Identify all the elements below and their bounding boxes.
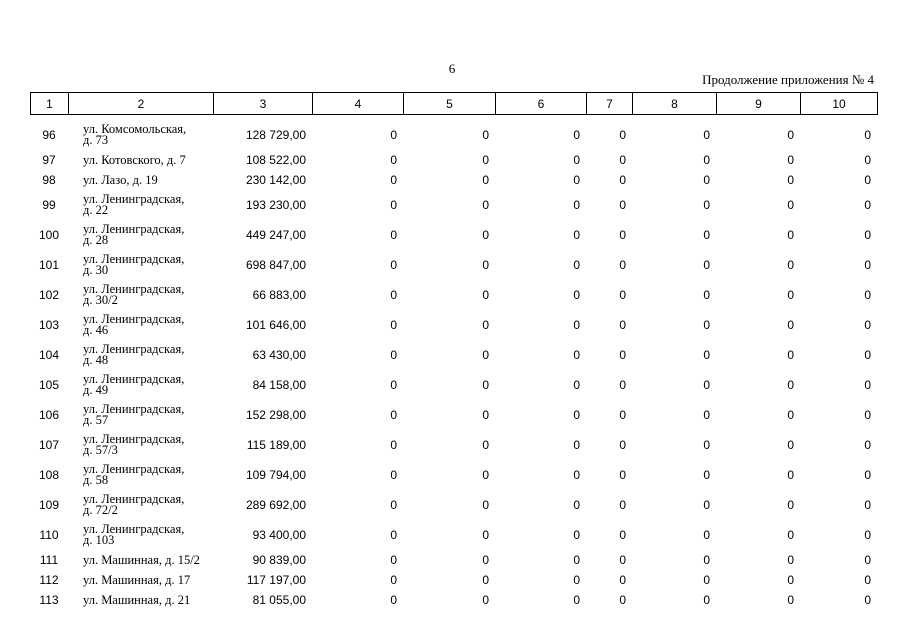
- value-cell-c4: 0: [390, 228, 397, 242]
- value-cell-c3: 193 230,00: [245, 198, 306, 212]
- value-cell-c9: 0: [787, 128, 794, 142]
- value-cell-c8: 0: [703, 348, 710, 362]
- address-cell: ул. Комсомольская, д. 73: [83, 122, 187, 147]
- value-cell-c9: 0: [787, 408, 794, 422]
- value-cell-c10: 0: [864, 498, 871, 512]
- value-cell-c7: 0: [619, 288, 626, 302]
- value-cell-c9: 0: [787, 153, 794, 167]
- value-cell-c4: 0: [390, 528, 397, 542]
- value-cell-c8: 0: [703, 528, 710, 542]
- value-cell-c10: 0: [864, 318, 871, 332]
- value-cell-c4: 0: [390, 153, 397, 167]
- value-cell-c10: 0: [864, 593, 871, 607]
- value-cell-c6: 0: [573, 228, 580, 242]
- row-number-cell: 101: [38, 258, 60, 272]
- value-cell-c6: 0: [573, 153, 580, 167]
- address-cell: ул. Ленинградская, д. 103: [83, 522, 185, 547]
- table-row: [30, 550, 877, 570]
- value-cell-c6: 0: [573, 378, 580, 392]
- value-cell-c7: 0: [619, 348, 626, 362]
- value-cell-c7: 0: [619, 258, 626, 272]
- address-cell: ул. Машинная, д. 17: [83, 572, 191, 587]
- table-row: [30, 460, 877, 490]
- column-header: 10: [801, 93, 878, 115]
- address-cell: ул. Ленинградская, д. 22: [83, 192, 185, 217]
- value-cell-c9: 0: [787, 468, 794, 482]
- value-cell-c5: 0: [482, 378, 489, 392]
- value-cell-c7: 0: [619, 468, 626, 482]
- value-cell-c10: 0: [864, 173, 871, 187]
- row-number-cell: 105: [38, 378, 60, 392]
- value-cell-c8: 0: [703, 258, 710, 272]
- value-cell-c5: 0: [482, 288, 489, 302]
- table-row: [30, 190, 877, 220]
- column-header-table: [30, 92, 878, 115]
- value-cell-c4: 0: [390, 318, 397, 332]
- value-cell-c10: 0: [864, 438, 871, 452]
- value-cell-c9: 0: [787, 528, 794, 542]
- value-cell-c10: 0: [864, 198, 871, 212]
- value-cell-c10: 0: [864, 228, 871, 242]
- value-cell-c8: 0: [703, 573, 710, 587]
- value-cell-c10: 0: [864, 153, 871, 167]
- value-cell-c3: 698 847,00: [245, 258, 306, 272]
- value-cell-c3: 66 883,00: [252, 288, 306, 302]
- value-cell-c4: 0: [390, 553, 397, 567]
- value-cell-c9: 0: [787, 498, 794, 512]
- value-cell-c6: 0: [573, 258, 580, 272]
- row-number-cell: 108: [38, 468, 60, 482]
- value-cell-c9: 0: [787, 378, 794, 392]
- value-cell-c7: 0: [619, 128, 626, 142]
- value-cell-c10: 0: [864, 553, 871, 567]
- table-row: [30, 370, 877, 400]
- value-cell-c8: 0: [703, 153, 710, 167]
- value-cell-c8: 0: [703, 128, 710, 142]
- value-cell-c3: 108 522,00: [245, 153, 306, 167]
- value-cell-c4: 0: [390, 198, 397, 212]
- value-cell-c6: 0: [573, 198, 580, 212]
- value-cell-c9: 0: [787, 593, 794, 607]
- column-header: 7: [587, 93, 633, 115]
- value-cell-c7: 0: [619, 408, 626, 422]
- value-cell-c4: 0: [390, 348, 397, 362]
- value-cell-c8: 0: [703, 553, 710, 567]
- value-cell-c3: 117 197,00: [246, 573, 306, 587]
- address-cell: ул. Ленинградская, д. 48: [83, 342, 185, 367]
- value-cell-c9: 0: [787, 198, 794, 212]
- value-cell-c6: 0: [573, 288, 580, 302]
- table-row: [30, 150, 877, 170]
- value-cell-c3: 128 729,00: [245, 128, 306, 142]
- value-cell-c5: 0: [482, 528, 489, 542]
- value-cell-c10: 0: [864, 468, 871, 482]
- value-cell-c6: 0: [573, 593, 580, 607]
- row-number-cell: 113: [39, 593, 59, 607]
- value-cell-c10: 0: [864, 528, 871, 542]
- value-cell-c5: 0: [482, 153, 489, 167]
- row-number-cell: 107: [38, 438, 60, 452]
- value-cell-c7: 0: [619, 553, 626, 567]
- value-cell-c7: 0: [619, 378, 626, 392]
- row-number-cell: 106: [38, 408, 60, 422]
- row-number-cell: 109: [38, 498, 60, 512]
- value-cell-c7: 0: [619, 228, 626, 242]
- value-cell-c3: 289 692,00: [245, 498, 306, 512]
- value-cell-c5: 0: [482, 553, 489, 567]
- value-cell-c8: 0: [703, 288, 710, 302]
- value-cell-c3: 152 298,00: [245, 408, 306, 422]
- data-table: [30, 120, 877, 610]
- table-row: [30, 220, 877, 250]
- value-cell-c7: 0: [619, 173, 626, 187]
- table-row: [30, 400, 877, 430]
- value-cell-c10: 0: [864, 378, 871, 392]
- value-cell-c8: 0: [703, 198, 710, 212]
- value-cell-c3: 101 646,00: [245, 318, 306, 332]
- table-row: [30, 570, 877, 590]
- table-row: [30, 120, 877, 150]
- column-header-row: [31, 93, 878, 115]
- value-cell-c8: 0: [703, 378, 710, 392]
- value-cell-c4: 0: [390, 593, 397, 607]
- continuation-label: Продолжение приложения № 4: [702, 72, 874, 87]
- value-cell-c10: 0: [864, 573, 871, 587]
- value-cell-c10: 0: [864, 288, 871, 302]
- column-header: 8: [633, 93, 717, 115]
- value-cell-c5: 0: [482, 438, 489, 452]
- value-cell-c7: 0: [619, 593, 626, 607]
- value-cell-c7: 0: [619, 318, 626, 332]
- value-cell-c3: 115 189,00: [246, 438, 306, 452]
- value-cell-c7: 0: [619, 498, 626, 512]
- value-cell-c10: 0: [864, 128, 871, 142]
- row-number-cell: 96: [42, 128, 56, 142]
- column-header: 2: [69, 93, 214, 115]
- address-cell: ул. Ленинградская, д. 30/2: [83, 282, 185, 307]
- address-cell: ул. Ленинградская, д. 46: [83, 312, 185, 337]
- value-cell-c9: 0: [787, 173, 794, 187]
- value-cell-c9: 0: [787, 553, 794, 567]
- value-cell-c4: 0: [390, 408, 397, 422]
- value-cell-c3: 84 158,00: [252, 378, 306, 392]
- value-cell-c7: 0: [619, 528, 626, 542]
- value-cell-c6: 0: [573, 408, 580, 422]
- column-header: 6: [496, 93, 587, 115]
- value-cell-c9: 0: [787, 348, 794, 362]
- value-cell-c5: 0: [482, 198, 489, 212]
- value-cell-c4: 0: [390, 258, 397, 272]
- value-cell-c6: 0: [573, 318, 580, 332]
- value-cell-c10: 0: [864, 258, 871, 272]
- value-cell-c5: 0: [482, 173, 489, 187]
- value-cell-c7: 0: [619, 153, 626, 167]
- value-cell-c5: 0: [482, 348, 489, 362]
- value-cell-c7: 0: [619, 438, 626, 452]
- row-number-cell: 99: [42, 198, 56, 212]
- table-row: [30, 310, 877, 340]
- address-cell: ул. Ленинградская, д. 72/2: [83, 492, 185, 517]
- value-cell-c3: 81 055,00: [252, 593, 306, 607]
- column-header: 3: [214, 93, 313, 115]
- value-cell-c9: 0: [787, 438, 794, 452]
- value-cell-c3: 449 247,00: [245, 228, 306, 242]
- value-cell-c6: 0: [573, 528, 580, 542]
- value-cell-c6: 0: [573, 498, 580, 512]
- table-row: [30, 340, 877, 370]
- row-number-cell: 104: [38, 348, 60, 362]
- value-cell-c6: 0: [573, 348, 580, 362]
- value-cell-c3: 93 400,00: [252, 528, 306, 542]
- table-row: [30, 590, 877, 610]
- value-cell-c4: 0: [390, 438, 397, 452]
- address-cell: ул. Ленинградская, д. 30: [83, 252, 185, 277]
- row-number-cell: 100: [38, 228, 60, 242]
- value-cell-c3: 230 142,00: [245, 173, 306, 187]
- column-header: 1: [31, 93, 69, 115]
- value-cell-c6: 0: [573, 128, 580, 142]
- column-header: 4: [313, 93, 404, 115]
- value-cell-c6: 0: [573, 173, 580, 187]
- value-cell-c7: 0: [619, 198, 626, 212]
- value-cell-c5: 0: [482, 228, 489, 242]
- value-cell-c5: 0: [482, 258, 489, 272]
- address-cell: ул. Котовского, д. 7: [83, 152, 186, 167]
- table-body: [30, 120, 877, 610]
- value-cell-c4: 0: [390, 128, 397, 142]
- value-cell-c8: 0: [703, 318, 710, 332]
- value-cell-c8: 0: [703, 228, 710, 242]
- value-cell-c6: 0: [573, 468, 580, 482]
- row-number-cell: 110: [39, 528, 59, 542]
- table-row: [30, 170, 877, 190]
- value-cell-c4: 0: [390, 173, 397, 187]
- value-cell-c8: 0: [703, 438, 710, 452]
- value-cell-c8: 0: [703, 593, 710, 607]
- row-number-cell: 97: [42, 153, 56, 167]
- value-cell-c5: 0: [482, 498, 489, 512]
- row-number-cell: 112: [39, 573, 59, 587]
- value-cell-c4: 0: [390, 498, 397, 512]
- value-cell-c6: 0: [573, 573, 580, 587]
- value-cell-c10: 0: [864, 408, 871, 422]
- value-cell-c5: 0: [482, 468, 489, 482]
- table-row: [30, 250, 877, 280]
- column-header: 9: [717, 93, 801, 115]
- value-cell-c9: 0: [787, 573, 794, 587]
- value-cell-c8: 0: [703, 173, 710, 187]
- value-cell-c9: 0: [787, 228, 794, 242]
- row-number-cell: 111: [39, 553, 59, 567]
- address-cell: ул. Ленинградская, д. 57/3: [83, 432, 185, 457]
- value-cell-c5: 0: [482, 408, 489, 422]
- value-cell-c5: 0: [482, 128, 489, 142]
- value-cell-c10: 0: [864, 348, 871, 362]
- value-cell-c9: 0: [787, 288, 794, 302]
- value-cell-c4: 0: [390, 573, 397, 587]
- value-cell-c6: 0: [573, 438, 580, 452]
- value-cell-c3: 109 794,00: [245, 468, 306, 482]
- address-cell: ул. Ленинградская, д. 28: [83, 222, 185, 247]
- address-cell: ул. Ленинградская, д. 57: [83, 402, 185, 427]
- value-cell-c3: 90 839,00: [252, 553, 306, 567]
- row-number-cell: 98: [42, 173, 56, 187]
- value-cell-c3: 63 430,00: [252, 348, 306, 362]
- value-cell-c8: 0: [703, 498, 710, 512]
- page-number: 6: [448, 61, 456, 76]
- table-row: [30, 280, 877, 310]
- column-header: 5: [404, 93, 496, 115]
- row-number-cell: 102: [38, 288, 60, 302]
- value-cell-c8: 0: [703, 408, 710, 422]
- value-cell-c6: 0: [573, 553, 580, 567]
- table-row: [30, 490, 877, 520]
- address-cell: ул. Ленинградская, д. 49: [83, 372, 185, 397]
- value-cell-c4: 0: [390, 378, 397, 392]
- value-cell-c8: 0: [703, 468, 710, 482]
- table-row: [30, 430, 877, 460]
- value-cell-c4: 0: [390, 288, 397, 302]
- value-cell-c9: 0: [787, 258, 794, 272]
- value-cell-c5: 0: [482, 318, 489, 332]
- address-cell: ул. Машинная, д. 21: [83, 592, 191, 607]
- address-cell: ул. Лазо, д. 19: [83, 172, 158, 187]
- value-cell-c9: 0: [787, 318, 794, 332]
- address-cell: ул. Машинная, д. 15/2: [83, 552, 200, 567]
- value-cell-c5: 0: [482, 593, 489, 607]
- value-cell-c7: 0: [619, 573, 626, 587]
- row-number-cell: 103: [38, 318, 60, 332]
- table-row: [30, 520, 877, 550]
- value-cell-c5: 0: [482, 573, 489, 587]
- value-cell-c4: 0: [390, 468, 397, 482]
- address-cell: ул. Ленинградская, д. 58: [83, 462, 185, 487]
